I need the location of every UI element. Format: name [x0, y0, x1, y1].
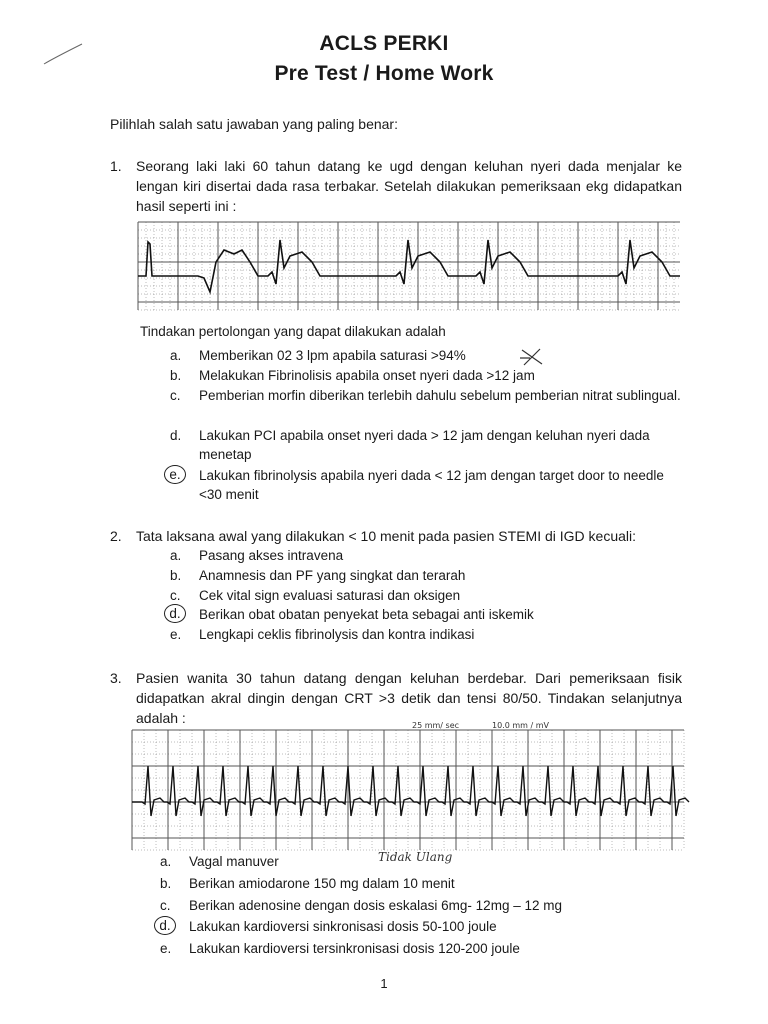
pen-stroke-mark [40, 40, 86, 68]
option-text: Berikan adenosine dengan dosis eskalasi 6mg- 12mg – 12 mg [189, 898, 562, 913]
option-text: Cek vital sign evaluasi saturasi dan oksigen [199, 588, 461, 603]
ecg-grid [132, 730, 684, 850]
option-text: Lakukan kardioversi tersinkronisasi dosis 120-200 joule [189, 941, 520, 956]
ecg-gain-label: 10.0 mm / mV [492, 721, 549, 730]
handwritten-note: Tidak Ulang [378, 850, 453, 864]
question-prompt: Tindakan pertolongan yang dapat dilakukan adalah [140, 324, 446, 339]
option-text: Lakukan PCI apabila onset nyeri dada > 12 jam dengan keluhan nyeri dada menetap [199, 428, 650, 462]
option-letter: c. [170, 588, 181, 603]
option-text: Vagal manuver [189, 854, 279, 869]
option-letter-circled: e. [164, 465, 186, 484]
option-text: Melakukan Fibrinolisis apabila onset nyeri dada >12 jam [199, 368, 535, 383]
question-text: Seorang laki laki 60 tahun datang ke ugd dengan keluhan nyeri dada menjalar ke lengan kiri disertai dada rasa terbakar. Setelah dilakukan pemeriksaan ekg didapatkan hasil seperti ini : [136, 158, 682, 214]
option-text: Berikan obat obatan penyekat beta sebagai anti iskemik [199, 607, 534, 622]
ecg-speed-label: 25 mm/ sec [412, 721, 460, 730]
option-letter: a. [160, 854, 172, 869]
page-number: 1 [380, 976, 388, 991]
option-letter: a. [170, 548, 182, 563]
option-letter: c. [160, 898, 171, 913]
option-letter-circled: d. [164, 604, 186, 623]
ecg-strip-2 [132, 721, 684, 852]
option-letter: e. [160, 941, 172, 956]
option-text: Lengkapi ceklis fibrinolysis dan kontra indikasi [199, 627, 475, 642]
question-number: 1. [110, 158, 122, 174]
question-text: Tata laksana awal yang dilakukan < 10 menit pada pasien STEMI di IGD kecuali: [136, 528, 637, 544]
option-text: Pemberian morfin diberikan terlebih dahulu sebelum pemberian nitrat sublingual. [199, 388, 681, 403]
option-text: Lakukan kardioversi sinkronisasi dosis 50-100 joule [189, 919, 497, 934]
ecg-trace [138, 240, 680, 292]
page-title: ACLS PERKI [319, 32, 449, 55]
ecg-strip-1 [138, 222, 680, 314]
option-letter: d. [170, 428, 182, 443]
option-text: Memberikan 02 3 lpm apabila saturasi >94% [199, 348, 466, 363]
option-letter: b. [170, 368, 182, 383]
option-text: Lakukan fibrinolysis apabila nyeri dada < 12 jam dengan target door to needle <30 menit [199, 468, 664, 502]
ecg-trace [132, 766, 689, 816]
question-text: Pasien wanita 30 tahun datang dengan keluhan berdebar. Dari pemeriksaan fisik didapatkan akral dingin dengan CRT >3 detik dan tensi 80/50. Tindakan selanjutnya adalah : [136, 670, 682, 726]
option-letter-circled: d. [154, 916, 176, 935]
option-text: Berikan amiodarone 150 mg dalam 10 menit [189, 876, 455, 891]
page-subtitle: Pre Test / Home Work [274, 62, 494, 85]
option-letter: e. [170, 627, 182, 642]
option-text: Pasang akses intravena [199, 548, 344, 563]
cross-mark-icon [518, 346, 548, 368]
option-letter: b. [170, 568, 182, 583]
option-letter: a. [170, 348, 182, 363]
ecg-grid [138, 222, 680, 310]
question-number: 3. [110, 670, 122, 686]
option-letter: b. [160, 876, 172, 891]
question-number: 2. [110, 528, 122, 544]
option-text: Anamnesis dan PF yang singkat dan terarah [199, 568, 466, 583]
instructions-text: Pilihlah salah satu jawaban yang paling benar: [110, 116, 398, 132]
option-letter: c. [170, 388, 181, 403]
